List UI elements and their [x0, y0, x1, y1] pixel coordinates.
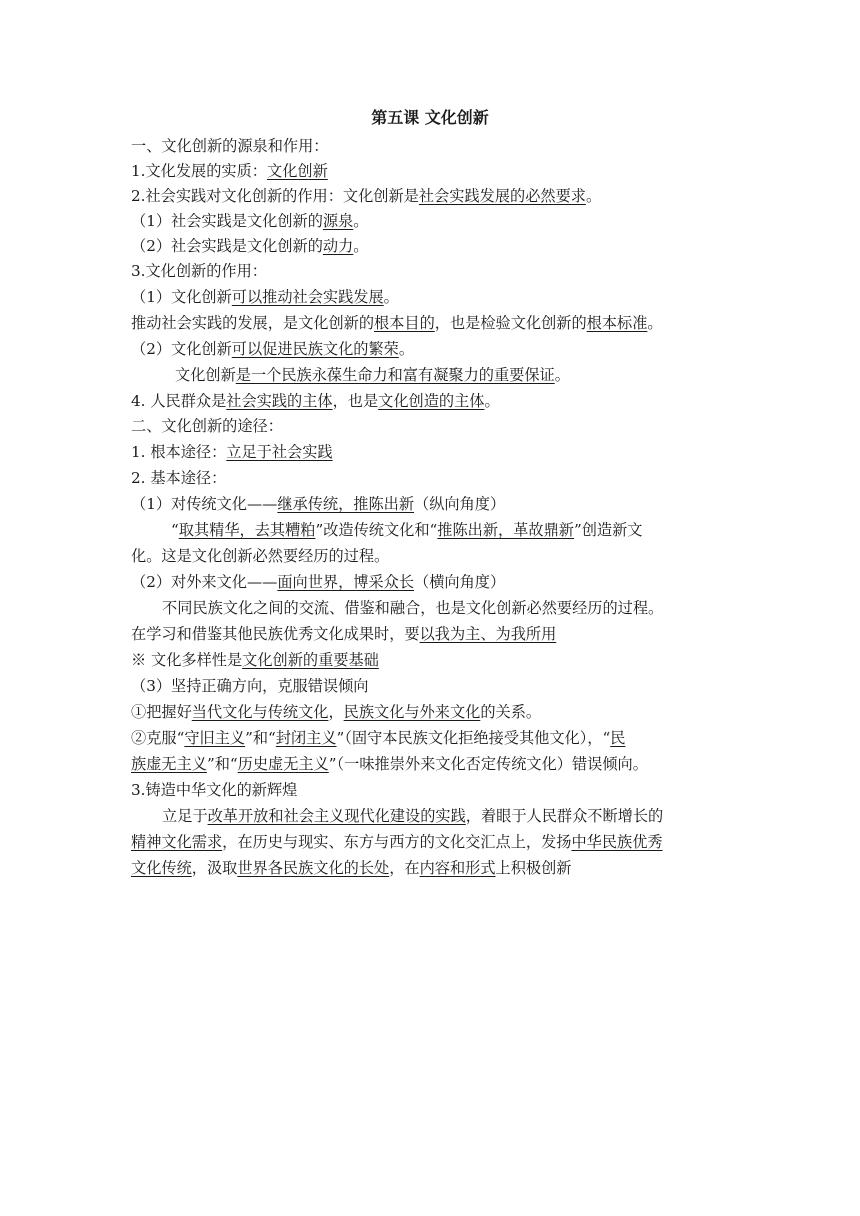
underlined-key-phrase: 民族文化与外来文化: [343, 703, 481, 721]
text-line: [131, 622, 731, 646]
text-line: [131, 726, 731, 750]
text-run: 。: [353, 237, 369, 255]
text-line: [131, 778, 731, 802]
text-line: [131, 337, 731, 361]
text-run: 。: [398, 340, 415, 358]
text-run: ①把握好: [131, 703, 192, 721]
underlined-key-phrase: 以我为主、为我所用: [419, 625, 557, 643]
text-run: 。: [484, 392, 500, 410]
text-run: 3.铸造中华文化的新辉煌: [131, 781, 298, 799]
underlined-key-phrase: 可以推动社会实践发展: [231, 288, 384, 306]
text-line: [131, 752, 731, 776]
lesson-title: 第五课 文化创新: [371, 108, 489, 127]
text-run: （1）对传统文化——: [131, 495, 278, 513]
text-run: ，在历史与现实、东方与西方的文化交汇点上，发扬: [222, 833, 572, 851]
underlined-key-phrase: 精神文化需求: [131, 833, 223, 851]
underlined-key-phrase: 继承传统，推陈出新: [277, 495, 415, 513]
text-line: [131, 544, 731, 568]
text-run: ”（一味推崇外来文化否定传统文化）错误倾向。: [328, 755, 648, 773]
text-line: [131, 700, 731, 724]
underlined-key-phrase: 文化创新: [267, 162, 328, 180]
text-run: ”和“: [245, 729, 276, 747]
text-run: ，汲取: [191, 859, 238, 877]
text-line: [131, 209, 731, 233]
text-line: [131, 674, 731, 698]
text-line: [131, 414, 731, 438]
underlined-key-phrase: 社会实践的主体: [226, 392, 333, 410]
text-run: ※ 文化多样性是: [131, 651, 243, 669]
text-run: 一、文化创新的源泉和作用：: [131, 137, 329, 155]
underlined-key-phrase: 是一个民族永葆生命力和富有凝聚力的重要保证: [235, 366, 555, 384]
underlined-key-phrase: 源泉: [322, 212, 354, 230]
text-run: 2.社会实践对文化创新的作用：文化创新是: [131, 187, 419, 205]
underlined-key-phrase: 当代文化与传统文化: [191, 703, 329, 721]
text-run: 2. 基本途径：: [131, 469, 227, 487]
text-run: （2）社会实践是文化创新的: [131, 237, 323, 255]
underlined-key-phrase: 中华民族优秀: [571, 833, 663, 851]
text-line: [162, 804, 762, 828]
underlined-key-phrase: 世界各民族文化的长处: [237, 859, 390, 877]
text-run: ”改造传统文化和“: [315, 521, 438, 539]
text-run: ，也是检验文化创新的: [434, 314, 587, 332]
text-line: [131, 492, 731, 516]
text-line: [131, 134, 731, 158]
text-line: [131, 389, 731, 413]
text-line: [175, 363, 775, 387]
text-line: [131, 259, 731, 283]
underlined-key-phrase: 民: [610, 729, 626, 747]
text-run: ，: [328, 703, 344, 721]
text-run: 的关系。: [480, 703, 542, 721]
text-run: ”和“: [206, 755, 238, 773]
underlined-key-phrase: 族虚无主义: [131, 755, 207, 773]
text-run: ，在: [389, 859, 420, 877]
text-line: [131, 466, 731, 490]
text-line: [131, 285, 731, 309]
text-line: [131, 830, 731, 854]
text-line: [131, 570, 731, 594]
text-run: 上积极创新: [495, 859, 572, 877]
text-run: ②克服“: [131, 729, 185, 747]
text-run: 。: [383, 288, 399, 306]
text-run: 化。这是文化创新必然要经历的过程。: [131, 547, 390, 565]
underlined-key-phrase: 封闭主义: [275, 729, 337, 747]
text-run: 在学习和借鉴其他民族优秀文化成果时，要: [131, 625, 420, 643]
underlined-key-phrase: 改革开放和社会主义现代化建设的实践: [207, 807, 466, 825]
text-run: 。: [585, 187, 602, 205]
text-run: （3）坚持正确方向，克服错误倾向: [131, 677, 369, 695]
underlined-key-phrase: 面向世界，博采众长: [277, 573, 415, 591]
text-run: 文化创新: [175, 366, 236, 384]
underlined-key-phrase: 内容和形式: [419, 859, 496, 877]
underlined-key-phrase: 社会实践发展的必然要求: [418, 187, 586, 205]
underlined-key-phrase: 推陈出新，革故鼎新: [437, 521, 574, 539]
underlined-key-phrase: 文化创造的主体: [378, 392, 485, 410]
text-run: 推动社会实践的发展，是文化创新的: [131, 314, 374, 332]
text-run: ，也是: [332, 392, 379, 410]
text-line: [171, 518, 771, 542]
underlined-key-phrase: 动力: [322, 237, 354, 255]
text-run: 4. 人民群众是: [131, 392, 227, 410]
underlined-key-phrase: 守旧主义: [184, 729, 246, 747]
text-run: “: [171, 521, 179, 539]
underlined-key-phrase: 立足于社会实践: [226, 443, 333, 461]
text-run: （2）对外来文化——: [131, 573, 278, 591]
text-line: [131, 648, 731, 672]
text-run: ”创造新文: [573, 521, 643, 539]
underlined-key-phrase: 文化创新的重要基础: [242, 651, 379, 669]
underlined-key-phrase: 可以促进民族文化的繁荣: [231, 340, 399, 358]
text-run: （1）文化创新: [131, 288, 232, 306]
text-line: [162, 596, 762, 620]
text-run: （2）文化创新: [131, 340, 232, 358]
text-run: 不同民族文化之间的交流、借鉴和融合，也是文化创新必然要经历的过程。: [162, 599, 664, 617]
text-run: ”（固守本民族文化拒绝接受其他文化），“: [336, 729, 611, 747]
text-run: 。: [647, 314, 663, 332]
text-run: 。: [554, 366, 570, 384]
text-run: 1. 根本途径：: [131, 443, 227, 461]
underlined-key-phrase: 文化传统: [131, 859, 192, 877]
text-run: ，着眼于人民群众不断增长的: [465, 807, 664, 825]
text-run: 1.文化发展的实质：: [131, 162, 267, 180]
text-line: [131, 856, 731, 880]
text-line: [131, 234, 731, 258]
text-run: 3.文化创新的作用：: [131, 262, 267, 280]
text-line: [131, 184, 731, 208]
text-line: [131, 440, 731, 464]
text-run: 二、文化创新的途径：: [131, 417, 283, 435]
text-line: [131, 311, 731, 335]
text-run: （纵向角度）: [414, 495, 506, 513]
underlined-key-phrase: 根本标准: [586, 314, 648, 332]
underlined-key-phrase: 取其精华，去其糟粕: [178, 521, 316, 539]
text-run: 。: [353, 212, 369, 230]
text-run: （1）社会实践是文化创新的: [131, 212, 323, 230]
underlined-key-phrase: 根本目的: [374, 314, 435, 332]
underlined-key-phrase: 历史虚无主义: [237, 755, 329, 773]
text-run: （横向角度）: [414, 573, 506, 591]
text-line: [131, 159, 731, 183]
text-run: 立足于: [162, 807, 208, 825]
